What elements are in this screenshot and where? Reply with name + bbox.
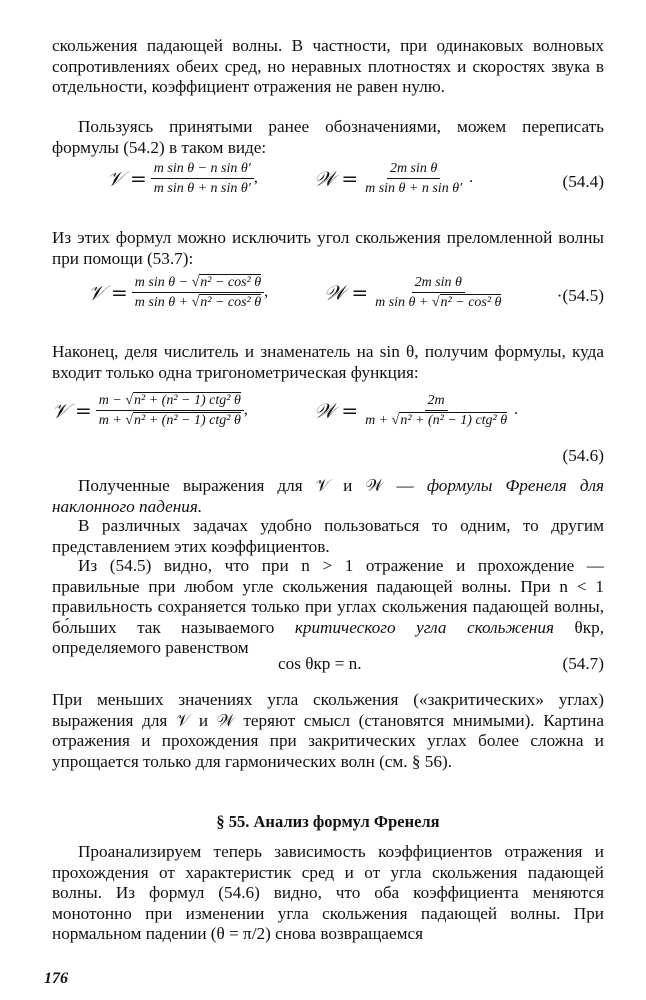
equation-54-5: 𝒱 = $\frac{\text{m sin θ − √n² − cos² θ}}{\text{m sin θ + √n² − cos² θ}}$ , 𝒲 = $\frac{\text{2m sin θ}}{\text{m sin θ + √n² − cos² θ}}$ ·(54.5) — [88, 275, 604, 310]
paragraph-7: Из (54.5) видно, что при n > 1 отражение и прохождение — правильные при любом угле скольжения падающей волны. При n < 1 правильность сохраняется только при углах скольжения падающей волны, бо́льших так называемого критического угла скольжения θкр, определяемого равенством — [52, 556, 604, 658]
equation-body: cos θкр = n. — [278, 654, 362, 673]
paragraph-6: В различных задачах удобно пользоваться то одним, то другим представлением этих коэффициентов. — [52, 516, 604, 556]
equation-number: (54.6) — [562, 446, 604, 465]
paragraph-9: Проанализируем теперь зависимость коэффициентов отражения и прохождения от характеристик сред и от угла скольжения падающей волны. Из формул (54.6) видно, что оба коэффициента меняются монотонно при изменении угла скольжения падающей волны. При нормальном падении (θ = π/2) снова возвращаемся — [52, 842, 604, 944]
page-number: 176 — [44, 970, 68, 987]
v-symbol: 𝒱 = — [107, 166, 147, 191]
v-symbol: 𝒱 = — [88, 280, 128, 305]
section-heading: § 55. Анализ формул Френеля — [216, 812, 440, 831]
paragraph-1: скольжения падающей волны. В частности, при одинаковых волновых сопротивлениях обеих сред, но неравных плотностях и скоростях звука в отдельности, коэффициент отражения не равен нулю. — [52, 36, 604, 97]
fraction: $\frac{\text{m sin θ − √n² − cos² θ}}{\text{m sin θ + √n² − cos² θ}}$ — [132, 274, 264, 311]
equation-54-6: 𝒱 = $\frac{\text{m − √n² + (n² − 1) ctg² θ}}{\text{m + √n² + (n² − 1) ctg² θ}}$ , 𝒲 = $\frac{2m}{\text{m + √n² + (n² − 1) ctg² θ}}$ . — [52, 393, 519, 428]
equation-number: (54.4) — [562, 172, 604, 191]
v-symbol: 𝒱 = — [52, 398, 92, 423]
fraction: $\frac{\text{2m sin θ}}{\text{m sin θ + n sin θ′}}$ — [365, 161, 463, 196]
fraction: $\frac{\text{m − √n² + (n² − 1) ctg² θ}}{\text{m + √n² + (n² − 1) ctg² θ}}$ — [96, 392, 244, 429]
fraction: $\frac{2m}{\text{m + √n² + (n² − 1) ctg² θ}}$ — [365, 393, 508, 428]
equation-54-4: 𝒱 = $\frac{\text{m sin θ − n sin θ′}}{\text{m sin θ + n sin θ′}}$ , 𝒲 = $\frac{\text{2m sin θ}}{\text{m sin θ + n sin θ′}}$ . (54.4) — [107, 161, 604, 196]
equation-number: ·(54.5) — [556, 286, 604, 305]
paragraph-3: Из этих формул можно исключить угол скольжения преломленной волны при помощи (53.7): — [52, 228, 604, 268]
paragraph-5: Полученные выражения для 𝒱 и 𝒲 — формулы Френеля для наклонного падения. — [52, 476, 604, 516]
w-symbol: 𝒲 = — [314, 398, 359, 423]
equation-54-7 — [52, 654, 604, 678]
fraction: $\frac{\text{m sin θ − n sin θ′}}{\text{m sin θ + n sin θ′}}$ — [151, 160, 254, 197]
w-symbol: 𝒲 = — [324, 280, 369, 305]
paragraph-2: Пользуясь принятыми ранее обозначениями, можем переписать формулы (54.2) в таком виде: — [52, 117, 604, 157]
paragraph-4: Наконец, деля числитель и знаменатель на sin θ, получим формулы, куда входит только одна тригонометрическая функция: — [52, 342, 604, 382]
w-symbol: 𝒲 = — [314, 166, 359, 191]
equation-number: (54.7) — [562, 654, 604, 673]
fraction: $\frac{\text{2m sin θ}}{\text{m sin θ + √n² − cos² θ}}$ — [375, 275, 502, 310]
paragraph-8: При меньших значениях угла скольжения («закритических» углах) выражения для 𝒱 и 𝒲 теряют смысл (становятся мнимыми). Картина отражения и прохождения при закритических углах более сложна и упрощается только для гармонических волн (см. § 56). — [52, 690, 604, 771]
